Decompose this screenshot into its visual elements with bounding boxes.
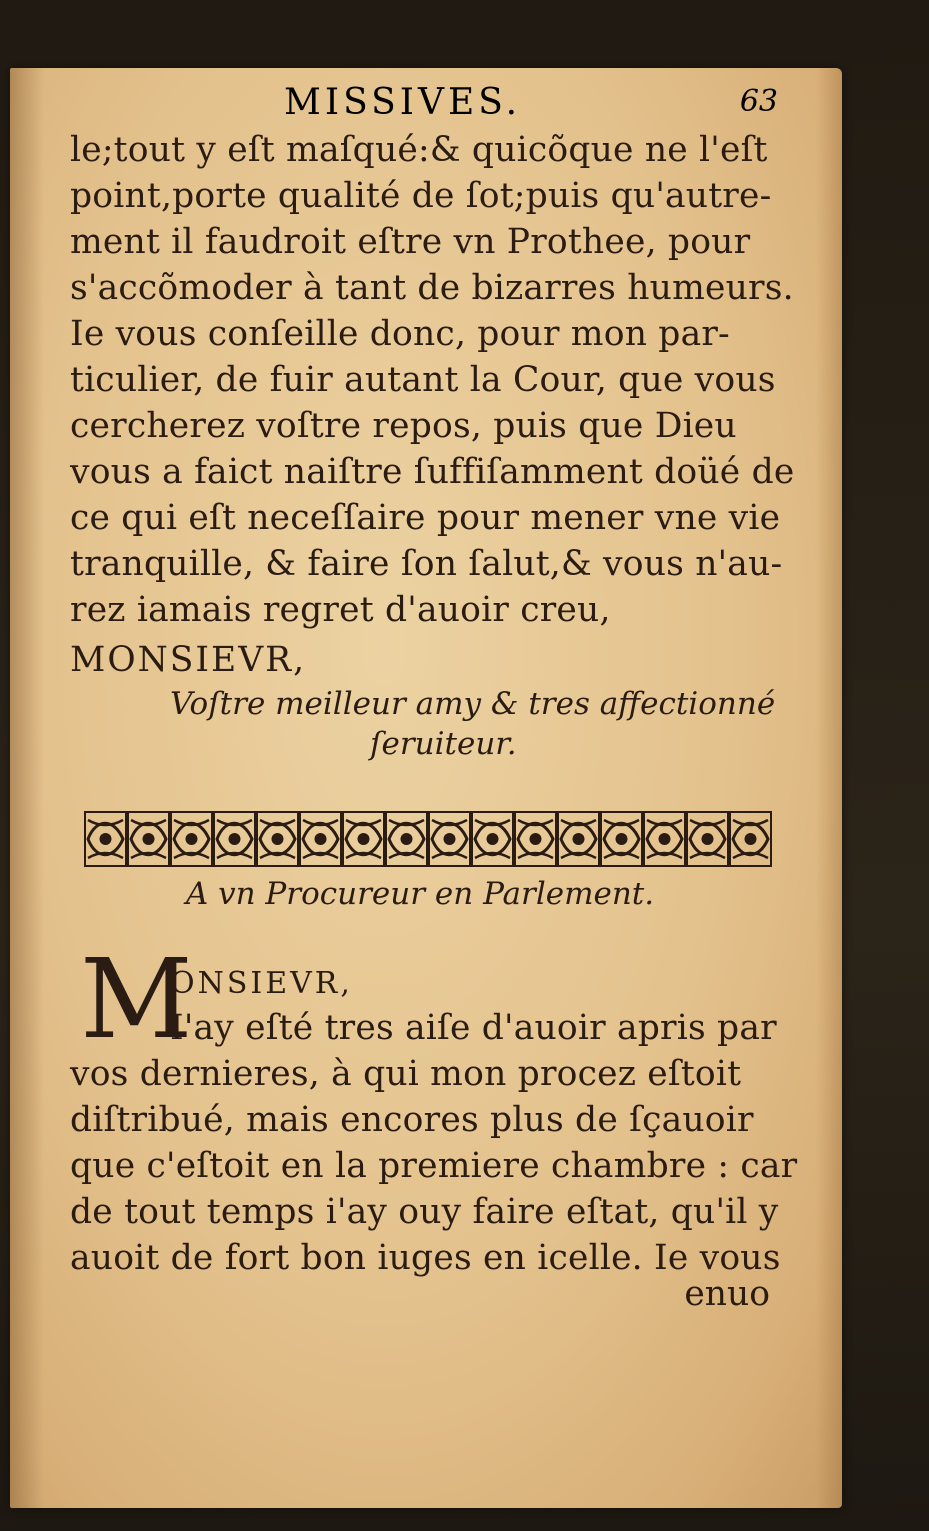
page-gutter-shadow	[10, 68, 44, 1508]
text-line: point,porte qualité de ſot;puis qu'autre-	[70, 176, 772, 216]
text-line: ticulier, de fuir autant la Cour, que vous	[70, 360, 776, 400]
text-line: Ie vous conſeille donc, pour mon par-	[70, 314, 730, 354]
catchword: enuo	[684, 1274, 770, 1314]
closing-line: Voſtre meilleur amy & tres affectionné	[170, 686, 776, 722]
text-line: le;tout y eſt maſqué:& quicõque ne l'eſt	[70, 130, 768, 170]
running-head	[70, 82, 778, 132]
text-line: diſtribué, mais encores plus de ſçauoir	[70, 1100, 754, 1140]
text-line: vos dernieres, à qui mon procez eſtoit	[70, 1054, 742, 1094]
closing-line: ſeruiteur.	[370, 726, 517, 762]
text-line: cercherez voſtre repos, puis que Dieu	[70, 406, 737, 446]
page-edge-shadow	[816, 68, 842, 1508]
text-line: I'ay eſté tres aiſe d'auoir apris par	[170, 1008, 777, 1048]
book-page	[10, 68, 842, 1508]
running-head-title: MISSIVES.	[284, 82, 522, 123]
opening-salutation	[170, 960, 770, 1006]
text-line: tranquille, & faire ſon ſalut,& vous n'au-	[70, 544, 783, 584]
text-line: de tout temps i'ay ouy faire eſtat, qu'il y	[70, 1192, 779, 1232]
opening-salutation-text: ONSIEVR,	[170, 966, 353, 1001]
text-line: ment il faudroit eſtre vn Prothee, pour	[70, 222, 751, 262]
salutation: MONSIEVR,	[70, 640, 307, 680]
text-line: rez iamais regret d'auoir creu,	[70, 590, 611, 630]
drop-cap: M	[80, 935, 193, 1063]
text-line: ce qui eſt neceſſaire pour mener vne vie	[70, 498, 781, 538]
letter-heading: A vn Procureur en Parlement.	[185, 876, 655, 912]
text-line: auoit de fort bon iuges en icelle. Ie vous	[70, 1238, 781, 1278]
ornament-band	[84, 808, 772, 870]
text-line: vous a faict naiſtre ſuffiſamment doüé de	[70, 452, 795, 492]
text-line: que c'eſtoit en la premiere chambre : car	[70, 1146, 798, 1186]
page-number: 63	[739, 84, 778, 119]
text-line: s'accõmoder à tant de bizarres humeurs.	[70, 268, 794, 308]
